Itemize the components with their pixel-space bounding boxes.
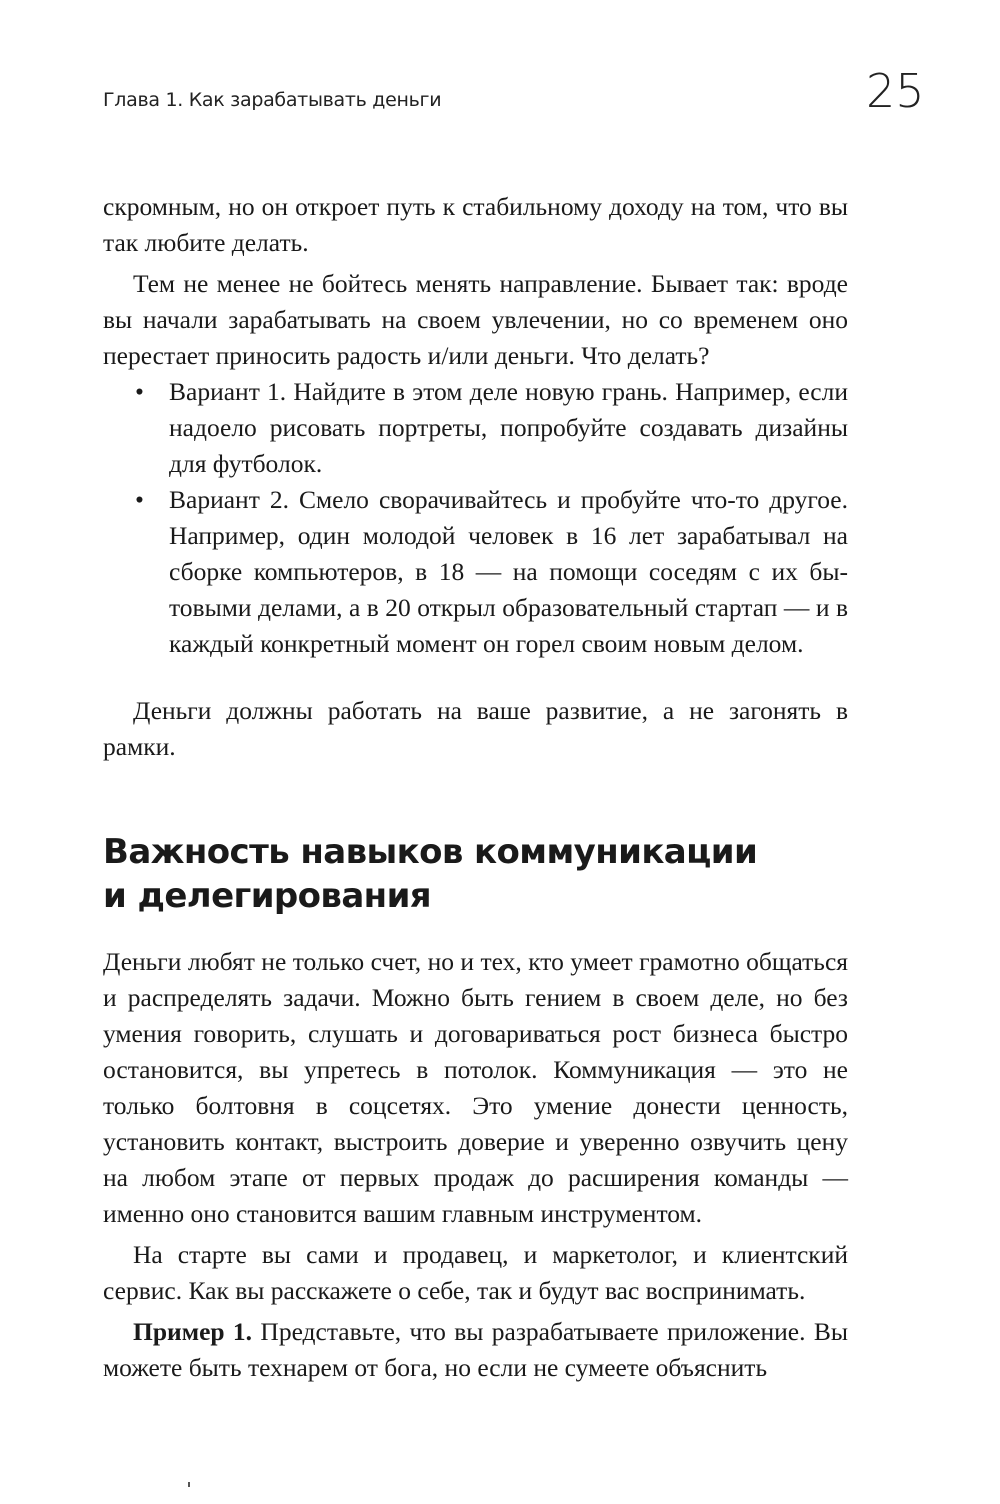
continuation-paragraph: скромным, но он откроет путь к стабильному доходу на том, что вы так любите делать. <box>103 192 848 257</box>
communication-paragraph: Деньги любят не только счет, но и тех, кто умеет грамотно общаться и распределять задачи. Можно быть гением в своем деле, но без умения говорить, слушать и договариваться рост бизнеса быстро остановится, вы упретесь в потолок. Коммуникация — это не только болтовня в соцсетях. Это умение донести ценность, установить контакт, выстроить доверие и уверенно озвучить цену на любом этапе от первых продаж до расширения команды — именно оно становится вашим главным инструментом. <box>103 947 848 1228</box>
option-1-text: Вариант 1. Найдите в этом деле новую грань. Например, если надоело рисовать портреты, попробуйте создавать дизайны для футболок. <box>169 377 848 478</box>
takeaway-section <box>103 693 848 765</box>
section-heading <box>103 830 863 918</box>
section-heading-line-1: Важность навыков коммуникации <box>103 832 758 872</box>
example-text: Представьте, что вы разрабатываете приложение. Вы можете быть технарем от бога, но если не сумеете объяснить <box>103 1317 848 1382</box>
example-paragraph <box>103 1314 848 1386</box>
bullet-icon: • <box>135 377 144 406</box>
page-number: 25 <box>866 64 925 118</box>
change-direction-paragraph: Тем не менее не бойтесь менять направление. Бывает так: вроде вы начали зарабатывать на своем увлечении, но со временем оно перестает приносить радость и/или деньги. Что делать? <box>103 269 848 370</box>
print-speck <box>188 1482 190 1487</box>
options-list <box>103 374 848 662</box>
communication-section-body <box>103 944 848 1386</box>
section-heading-line-2: и делегирования <box>103 876 432 916</box>
option-2-text: Вариант 2. Смело сворачивайтесь и пробуйте что-то другое. Например, один молодой человек в 16 лет зарабатывал на сборке компьютеров, в 18 — на помощи соседям с их бытовыми делами, а в 20 открыл образовательный стартап — и в каждый конкретный момент он горел своим новым делом. <box>169 485 848 658</box>
running-head-chapter-title: Глава 1. Как зарабатывать деньги <box>103 89 442 111</box>
self-presentation-paragraph: На старте вы сами и продавец, и маркетолог, и клиентский сервис. Как вы расскажете о себе, так и будут вас воспринимать. <box>103 1240 848 1305</box>
list-item <box>103 482 848 662</box>
example-label: Пример 1. <box>133 1317 253 1346</box>
opening-section <box>103 189 848 662</box>
bullet-icon: • <box>135 485 144 514</box>
takeaway-paragraph: Деньги должны работать на ваше развитие, а не загонять в рамки. <box>103 696 848 761</box>
list-item <box>103 374 848 482</box>
